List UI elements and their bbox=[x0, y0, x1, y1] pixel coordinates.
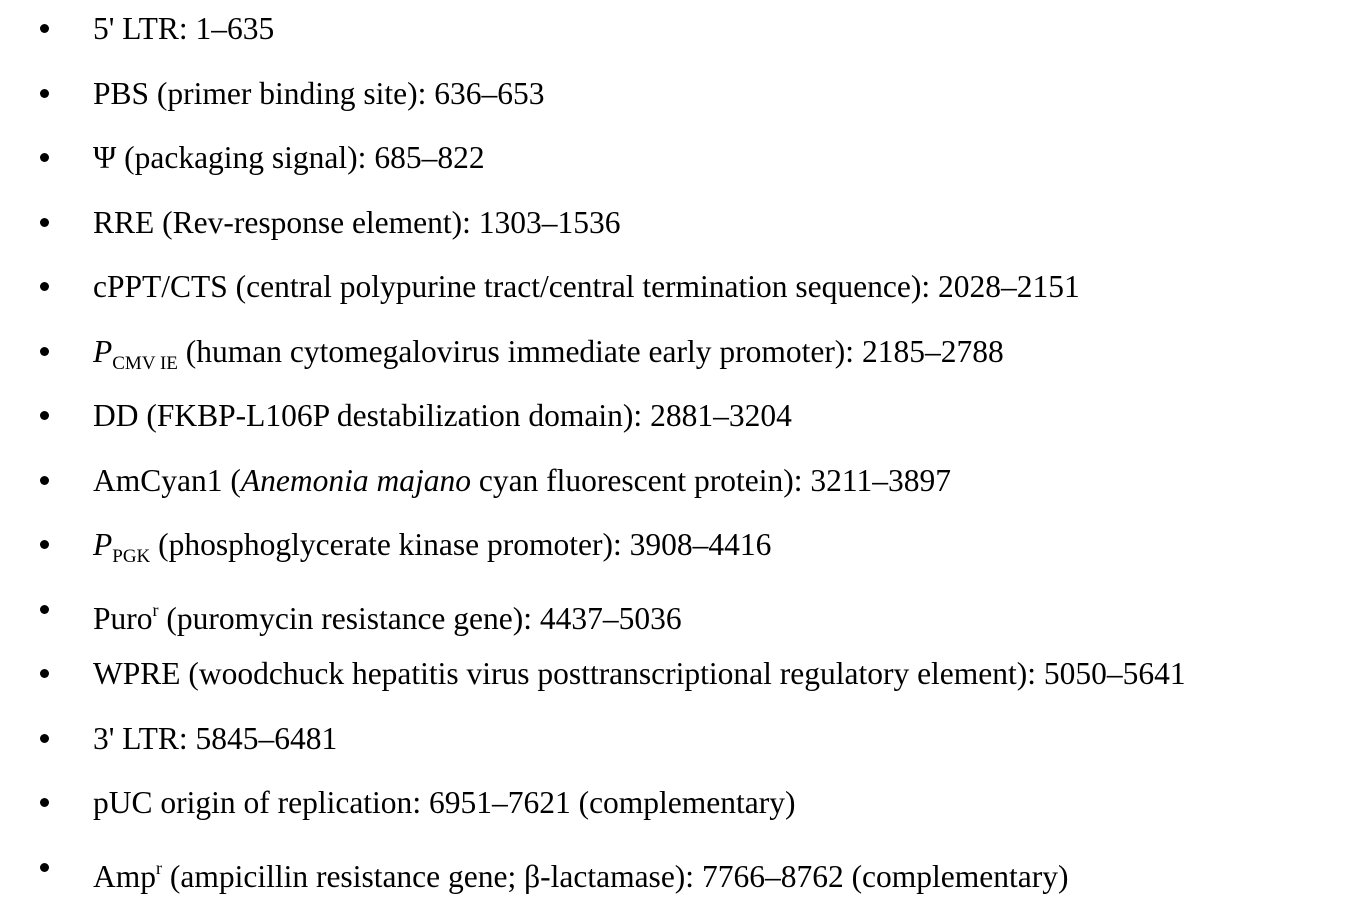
feature-text: $P_{PGK}$ (phosphoglycerate kinase promoter): 3908–4416 bbox=[93, 527, 772, 567]
feature-text: DD (FKBP-L106P destabilization domain): 2881–3204 bbox=[93, 398, 792, 433]
feature-text: Amp$^r$ (ampicillin resistance gene; β-lactamase): 7766–8762 (complementary) bbox=[93, 858, 1069, 894]
feature-prefix: AmCyan1 ( bbox=[93, 463, 241, 498]
gene-name: Puro bbox=[93, 601, 153, 636]
feature-range: 2185–2788 bbox=[861, 334, 1004, 369]
feature-range: 5845–6481 bbox=[195, 721, 338, 756]
feature-text: pUC origin of replication: 6951–7621 (complementary) bbox=[93, 785, 796, 820]
feature-text: PBS (primer binding site): 636–653 bbox=[93, 76, 545, 111]
bullet-icon bbox=[40, 89, 49, 98]
list-item bbox=[0, 332, 1365, 372]
feature-text: RRE (Rev-response element): 1303–1536 bbox=[93, 205, 621, 240]
feature-label: PBS (primer binding site) bbox=[93, 76, 418, 111]
list-item bbox=[0, 461, 1365, 501]
bullet-icon bbox=[40, 605, 49, 614]
bullet-icon bbox=[40, 347, 49, 356]
bullet-icon bbox=[40, 540, 49, 549]
feature-range: 4437–5036 bbox=[539, 601, 682, 636]
feature-description: (ampicillin resistance gene; β-lactamase) bbox=[162, 859, 686, 894]
feature-description: (puromycin resistance gene) bbox=[158, 601, 524, 636]
bullet-icon bbox=[40, 24, 49, 33]
feature-range: 685–822 bbox=[374, 140, 485, 175]
feature-label: RRE (Rev-response element) bbox=[93, 205, 463, 240]
promoter-symbol: P bbox=[93, 334, 113, 369]
list-item bbox=[0, 138, 1365, 178]
feature-label: cPPT/CTS (central polypurine tract/central termination sequence) bbox=[93, 269, 922, 304]
bullet-icon bbox=[40, 153, 49, 162]
bullet-icon bbox=[40, 411, 49, 420]
feature-text: cPPT/CTS (central polypurine tract/central termination sequence): 2028–2151 bbox=[93, 269, 1080, 304]
feature-text: Puro$^r$ (puromycin resistance gene): 4437–5036 bbox=[93, 600, 682, 636]
feature-label: DD (FKBP-L106P destabilization domain) bbox=[93, 398, 634, 433]
feature-range: 5050–5641 bbox=[1043, 656, 1186, 691]
list-item bbox=[0, 590, 1365, 636]
promoter-subscript: PGK bbox=[112, 546, 151, 567]
list-item bbox=[0, 203, 1365, 243]
feature-range: 2028–2151 bbox=[937, 269, 1080, 304]
feature-text: 3' LTR: 5845–6481 bbox=[93, 721, 338, 756]
feature-note: (complementary) bbox=[578, 785, 796, 820]
feature-label: Ψ (packaging signal) bbox=[93, 140, 358, 175]
feature-text: 5' LTR: 1–635 bbox=[93, 11, 275, 46]
feature-text: $P_{CMV IE}$ (human cytomegalovirus immediate early promoter): 2185–2788 bbox=[93, 334, 1004, 374]
feature-text: AmCyan1 (Anemonia majano cyan fluorescent protein): 3211–3897 bbox=[93, 463, 951, 498]
feature-text: Ψ (packaging signal): 685–822 bbox=[93, 140, 485, 175]
gene-name: Amp bbox=[93, 859, 156, 894]
list-item bbox=[0, 9, 1365, 49]
feature-description: (phosphoglycerate kinase promoter) bbox=[150, 527, 613, 562]
list-item bbox=[0, 74, 1365, 114]
promoter-symbol: P bbox=[93, 527, 113, 562]
list-item bbox=[0, 654, 1365, 694]
list-item bbox=[0, 783, 1365, 823]
feature-range: 7766–8762 bbox=[701, 859, 844, 894]
list-item bbox=[0, 525, 1365, 565]
feature-range: 1303–1536 bbox=[478, 205, 621, 240]
feature-range: 3908–4416 bbox=[629, 527, 772, 562]
promoter-subscript: CMV IE bbox=[112, 353, 178, 374]
list-item bbox=[0, 396, 1365, 436]
bullet-icon bbox=[40, 798, 49, 807]
feature-range: 1–635 bbox=[195, 11, 275, 46]
feature-range: 3211–3897 bbox=[810, 463, 951, 498]
feature-label: 5' LTR bbox=[93, 11, 179, 46]
bullet-icon bbox=[40, 734, 49, 743]
feature-range: 2881–3204 bbox=[650, 398, 792, 433]
resistance-superscript: r bbox=[152, 600, 159, 620]
bullet-icon bbox=[40, 863, 49, 872]
bullet-icon bbox=[40, 476, 49, 485]
feature-range: 636–653 bbox=[434, 76, 545, 111]
feature-text: WPRE (woodchuck hepatitis virus posttranscriptional regulatory element): 5050–5641 bbox=[93, 656, 1186, 691]
feature-label: pUC origin of replication bbox=[93, 785, 413, 820]
feature-note: (complementary) bbox=[851, 859, 1069, 894]
list-item bbox=[0, 719, 1365, 759]
feature-description: (human cytomegalovirus immediate early promoter) bbox=[177, 334, 846, 369]
resistance-superscript: r bbox=[156, 858, 162, 878]
feature-label: 3' LTR bbox=[93, 721, 179, 756]
bullet-icon bbox=[40, 218, 49, 227]
feature-suffix: cyan fluorescent protein) bbox=[470, 463, 794, 498]
feature-label: WPRE (woodchuck hepatitis virus posttranscriptional regulatory element) bbox=[93, 656, 1028, 691]
list-item bbox=[0, 267, 1365, 307]
bullet-icon bbox=[40, 282, 49, 291]
list-item bbox=[0, 848, 1365, 894]
bullet-icon bbox=[40, 669, 49, 678]
species-name: Anemonia majano bbox=[240, 463, 471, 498]
feature-range: 6951–7621 bbox=[428, 785, 571, 820]
